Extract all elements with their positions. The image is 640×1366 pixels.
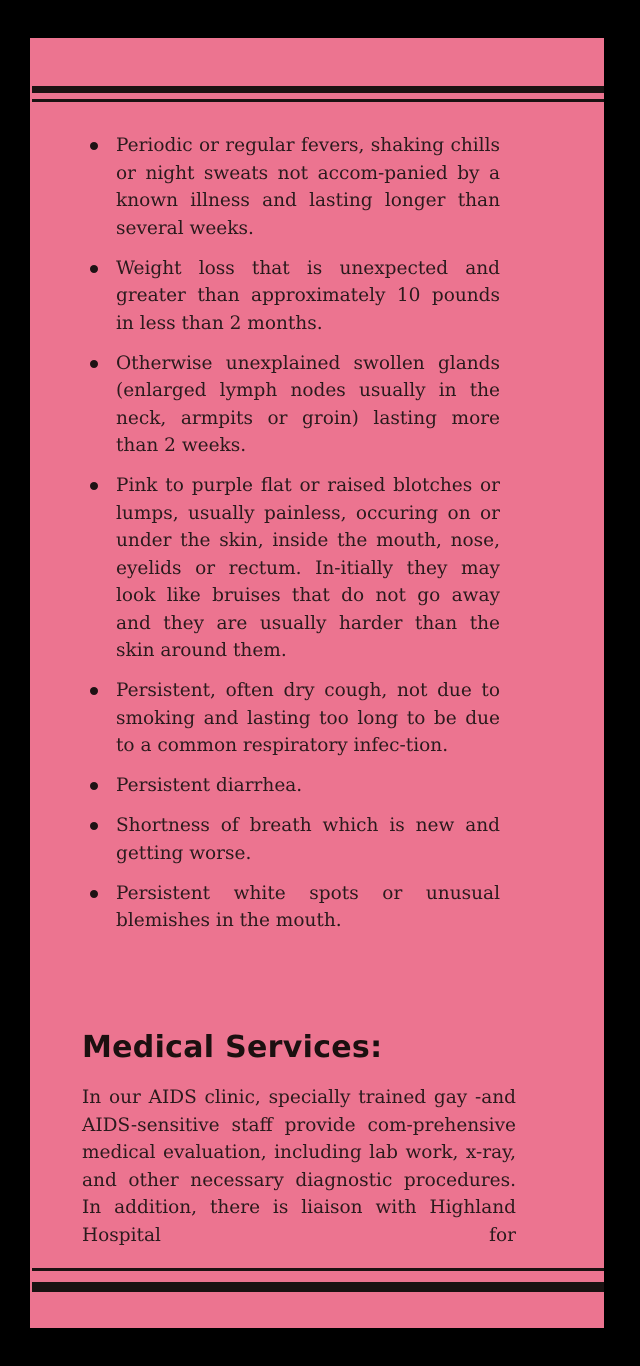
list-item: [86, 880, 500, 935]
bullet-icon: [90, 782, 98, 790]
list-item: [86, 772, 500, 800]
symptom-text: Otherwise unexplained swollen glands (enlarged lymph nodes usually in the neck, armpits or groin) lasting more than 2 weeks.: [116, 352, 500, 456]
bullet-icon: [90, 142, 98, 150]
list-item: [86, 255, 500, 338]
bullet-icon: [90, 482, 98, 490]
symptom-text: Persistent white spots or unusual blemishes in the mouth.: [116, 882, 500, 931]
symptom-text: Weight loss that is unexpected and greater than approximately 10 pounds in less than 2 months.: [116, 257, 500, 334]
bullet-icon: [90, 360, 98, 368]
list-item: [86, 350, 500, 460]
bullet-icon: [90, 687, 98, 695]
list-item: [86, 812, 500, 867]
bottom-rule-thin: [32, 1268, 604, 1271]
list-item: [86, 677, 500, 760]
symptom-list: [86, 132, 500, 947]
symptom-text: Shortness of breath which is new and getting worse.: [116, 815, 500, 864]
section-heading: Medical Services:: [82, 1030, 383, 1065]
symptom-text: Persistent diarrhea.: [116, 775, 303, 796]
bottom-rule-thick: [32, 1282, 604, 1292]
symptom-text: Persistent, often dry cough, not due to smoking and lasting too long to be due to a common respiratory infec-tion.: [116, 680, 500, 756]
list-item: [86, 472, 500, 665]
bullet-icon: [90, 822, 98, 830]
section-paragraph: In our AIDS clinic, specially trained gay -and AIDS-sensitive staff provide com-prehensive medical evaluation, including lab work, x-ray, and other necessary diagnostic procedures. In addition, there is liaison with Highland Hospital for: [82, 1087, 516, 1246]
top-rule-thin: [32, 99, 604, 102]
list-item: [86, 132, 500, 242]
bullet-icon: [90, 890, 98, 898]
top-rule-thick: [32, 86, 604, 93]
symptom-text: Periodic or regular fevers, shaking chills or night sweats not accom-panied by a known illness and lasting longer than several weeks.: [116, 135, 500, 239]
bullet-icon: [90, 265, 98, 273]
symptom-text: Pink to purple flat or raised blotches or lumps, usually painless, occuring on or under the skin, inside the mouth, nose, eyelids or rectum. In-itially they may look like bruises that do not go away and they are usually harder than the skin around them.: [116, 475, 500, 661]
